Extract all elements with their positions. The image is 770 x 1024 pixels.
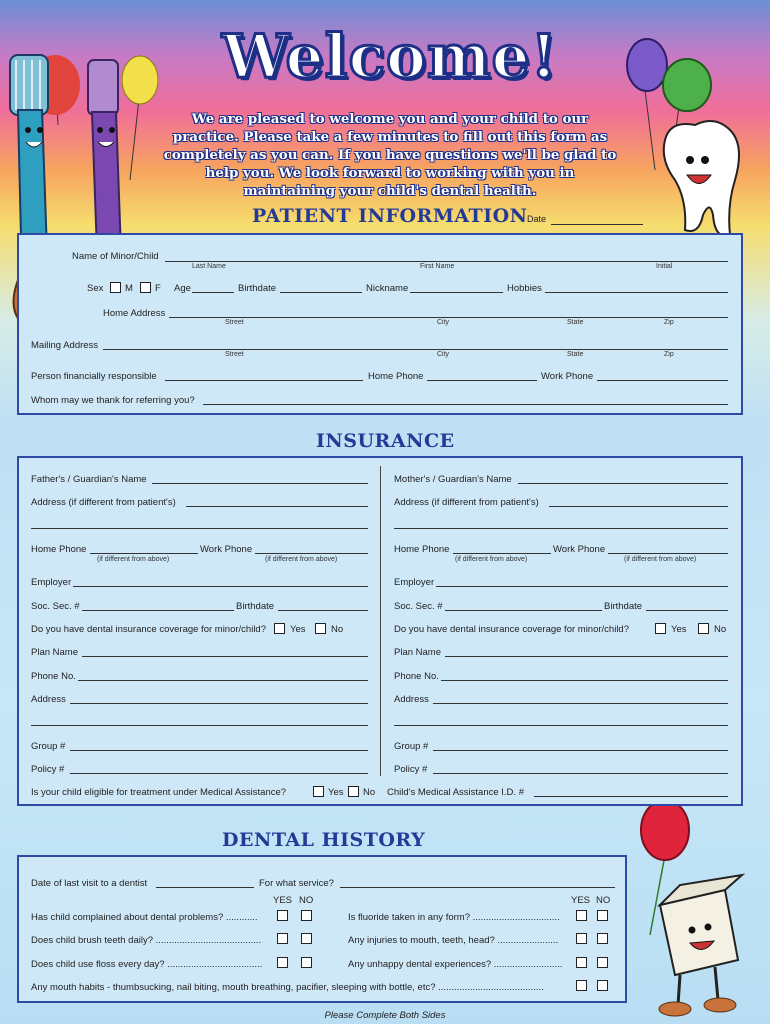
birthdate-field[interactable]	[280, 292, 362, 293]
date-field[interactable]	[551, 224, 643, 225]
minor-name-field[interactable]	[165, 261, 728, 262]
state-caption: State	[567, 351, 584, 358]
no-column-header: NO	[299, 895, 314, 906]
mailing-address-field[interactable]	[103, 349, 728, 350]
q6-no-checkbox[interactable]	[597, 957, 608, 968]
father-address-field[interactable]	[186, 506, 368, 507]
q2-yes-checkbox[interactable]	[277, 933, 288, 944]
question-unhappy-experiences: Any unhappy dental experiences? ..........................	[348, 959, 563, 970]
mother-employer-field[interactable]	[436, 586, 728, 587]
work-phone-label: Work Phone	[541, 371, 594, 382]
father-employer-label: Employer	[31, 577, 72, 588]
mother-group-field[interactable]	[433, 750, 728, 751]
sex-f-checkbox[interactable]	[140, 282, 151, 293]
home-phone-field[interactable]	[427, 380, 537, 381]
father-address-label: Address (if different from patient's)	[31, 497, 176, 508]
sex-f-label: F	[155, 283, 161, 294]
sex-m-label: M	[125, 283, 133, 294]
age-field[interactable]	[192, 292, 234, 293]
street-caption: Street	[225, 319, 244, 326]
street-caption: Street	[225, 351, 244, 358]
mailing-address-label: Mailing Address	[31, 340, 99, 351]
hobbies-field[interactable]	[545, 292, 728, 293]
father-work-phone-label: Work Phone	[200, 544, 253, 555]
father-ssn-field[interactable]	[82, 610, 234, 611]
yes-label: Yes	[328, 787, 344, 798]
mother-plan-field[interactable]	[445, 656, 728, 657]
father-ssn-label: Soc. Sec. #	[31, 601, 80, 612]
initial-caption: Initial	[656, 263, 673, 270]
sex-m-checkbox[interactable]	[110, 282, 121, 293]
financially-responsible-field[interactable]	[165, 380, 363, 381]
medical-no-checkbox[interactable]	[348, 786, 359, 797]
welcome-title: Welcome!	[221, 22, 558, 92]
tooth-character-illustration	[615, 30, 765, 250]
father-policy-label: Policy #	[31, 764, 65, 775]
mother-ins-address-field[interactable]	[433, 703, 728, 704]
mother-work-phone-field[interactable]	[608, 553, 728, 554]
first-name-caption: First Name	[420, 263, 455, 270]
mother-address-field[interactable]	[549, 506, 728, 507]
father-birthdate-field[interactable]	[278, 610, 368, 611]
medical-id-label: Child's Medical Assistance I.D. #	[387, 787, 524, 798]
nickname-field[interactable]	[410, 292, 503, 293]
question-dental-problems: Has child complained about dental problems? ............	[31, 912, 258, 923]
if-different-caption: (if different from above)	[455, 556, 528, 563]
city-caption: City	[437, 351, 450, 358]
father-phone-no-field[interactable]	[78, 680, 368, 681]
q5-no-checkbox[interactable]	[597, 933, 608, 944]
mother-name-field[interactable]	[518, 483, 728, 484]
medical-yes-checkbox[interactable]	[313, 786, 324, 797]
home-phone-label: Home Phone	[368, 371, 424, 382]
father-coverage-yes-checkbox[interactable]	[274, 623, 285, 634]
question-mouth-habits: Any mouth habits - thumbsucking, nail biting, mouth breathing, pacifier, sleeping with bottle, etc? ........................................	[31, 982, 544, 993]
date-label: Date	[527, 214, 547, 224]
q4-no-checkbox[interactable]	[597, 910, 608, 921]
medical-id-field[interactable]	[534, 796, 728, 797]
father-employer-field[interactable]	[73, 586, 368, 587]
q1-yes-checkbox[interactable]	[277, 910, 288, 921]
floss-character-illustration	[620, 795, 770, 1024]
mother-name-label: Mother's / Guardian's Name	[394, 474, 512, 485]
mother-employer-label: Employer	[394, 577, 435, 588]
financially-responsible-label: Person financially responsible	[31, 371, 157, 382]
mother-address-field-2[interactable]	[394, 528, 728, 529]
question-fluoride: Is fluoride taken in any form? .................................	[348, 912, 560, 923]
age-label: Age	[174, 283, 191, 294]
father-group-field[interactable]	[70, 750, 368, 751]
father-ins-address-field[interactable]	[70, 703, 368, 704]
if-different-caption: (if different from above)	[265, 556, 338, 563]
mother-phone-no-field[interactable]	[441, 680, 728, 681]
intro-text: We are pleased to welcome you and your child to our practice. Please take a few minutes to fill out this form as completely as you can. If you have questions we'll be glad to help you. We look forward to working with you in maintaining your child's dental health.	[163, 111, 617, 199]
referral-field[interactable]	[203, 404, 728, 405]
yes-label: Yes	[671, 624, 687, 635]
birthdate-label: Birthdate	[238, 283, 277, 294]
father-name-field[interactable]	[152, 483, 368, 484]
last-visit-field[interactable]	[156, 887, 254, 888]
mother-work-phone-label: Work Phone	[553, 544, 606, 555]
mother-coverage-yes-checkbox[interactable]	[655, 623, 666, 634]
father-ins-address-label: Address	[31, 694, 66, 705]
q6-yes-checkbox[interactable]	[576, 957, 587, 968]
father-policy-field[interactable]	[70, 773, 368, 774]
if-different-caption: (if different from above)	[97, 556, 170, 563]
state-caption: State	[567, 319, 584, 326]
mother-policy-field[interactable]	[433, 773, 728, 774]
mother-ssn-label: Soc. Sec. #	[394, 601, 443, 612]
q4-yes-checkbox[interactable]	[576, 910, 587, 921]
insurance-heading: INSURANCE	[316, 430, 455, 452]
work-phone-field[interactable]	[597, 380, 728, 381]
no-label: No	[714, 624, 727, 635]
mother-policy-label: Policy #	[394, 764, 428, 775]
father-ins-address-field-2[interactable]	[31, 725, 368, 726]
father-coverage-no-checkbox[interactable]	[315, 623, 326, 634]
if-different-caption: (if different from above)	[624, 556, 697, 563]
q1-no-checkbox[interactable]	[301, 910, 312, 921]
last-visit-label: Date of last visit to a dentist	[31, 878, 148, 889]
referral-label: Whom may we thank for referring you?	[31, 395, 195, 406]
city-caption: City	[437, 319, 450, 326]
father-group-label: Group #	[31, 741, 66, 752]
mother-coverage-no-checkbox[interactable]	[698, 623, 709, 634]
nickname-label: Nickname	[366, 283, 409, 294]
dental-history-heading: DENTAL HISTORY	[222, 829, 426, 851]
mother-home-phone-label: Home Phone	[394, 544, 450, 555]
mother-plan-label: Plan Name	[394, 647, 441, 658]
father-name-label: Father's / Guardian's Name	[31, 474, 147, 485]
yes-column-header: YES	[571, 895, 591, 906]
no-label: No	[331, 624, 344, 635]
zip-caption: Zip	[664, 351, 674, 358]
question-floss-daily: Does child use floss every day? ....................................	[31, 959, 263, 970]
no-column-header: NO	[596, 895, 611, 906]
footer-note: Please Complete Both Sides	[324, 1010, 446, 1021]
mother-phone-no-label: Phone No.	[394, 671, 439, 682]
father-birthdate-label: Birthdate	[236, 601, 275, 612]
home-address-field[interactable]	[169, 317, 728, 318]
no-label: No	[363, 787, 376, 798]
question-injuries: Any injuries to mouth, teeth, head? .......................	[348, 935, 559, 946]
insurance-column-divider	[380, 466, 381, 776]
service-field[interactable]	[340, 887, 615, 888]
question-brush-daily: Does child brush teeth daily? ........................................	[31, 935, 262, 946]
father-plan-label: Plan Name	[31, 647, 78, 658]
home-address-label: Home Address	[103, 308, 166, 319]
q5-yes-checkbox[interactable]	[576, 933, 587, 944]
minor-name-label: Name of Minor/Child	[72, 251, 159, 262]
mother-birthdate-label: Birthdate	[604, 601, 643, 612]
mother-ins-address-field-2[interactable]	[394, 725, 728, 726]
mother-ins-address-label: Address	[394, 694, 429, 705]
mother-birthdate-field[interactable]	[646, 610, 728, 611]
service-label: For what service?	[259, 878, 334, 889]
father-address-field-2[interactable]	[31, 528, 368, 529]
father-plan-field[interactable]	[82, 656, 368, 657]
q3-yes-checkbox[interactable]	[277, 957, 288, 968]
mother-address-label: Address (if different from patient's)	[394, 497, 539, 508]
mother-home-phone-field[interactable]	[453, 553, 551, 554]
sex-label: Sex	[87, 283, 104, 294]
mother-ssn-field[interactable]	[445, 610, 602, 611]
q7-no-checkbox[interactable]	[597, 980, 608, 991]
last-name-caption: Last Name	[192, 263, 226, 270]
q7-yes-checkbox[interactable]	[576, 980, 587, 991]
mother-group-label: Group #	[394, 741, 429, 752]
father-work-phone-field[interactable]	[255, 553, 368, 554]
yes-column-header: YES	[273, 895, 293, 906]
father-coverage-label: Do you have dental insurance coverage for minor/child?	[31, 624, 266, 635]
father-home-phone-field[interactable]	[90, 553, 198, 554]
q3-no-checkbox[interactable]	[301, 957, 312, 968]
father-phone-no-label: Phone No.	[31, 671, 76, 682]
yes-label: Yes	[290, 624, 306, 635]
zip-caption: Zip	[664, 319, 674, 326]
hobbies-label: Hobbies	[507, 283, 542, 294]
medical-assistance-label: Is your child eligible for treatment under Medical Assistance?	[31, 787, 287, 798]
mother-coverage-label: Do you have dental insurance coverage for minor/child?	[394, 624, 629, 635]
patient-information-heading: PATIENT INFORMATION	[252, 205, 528, 227]
q2-no-checkbox[interactable]	[301, 933, 312, 944]
father-home-phone-label: Home Phone	[31, 544, 87, 555]
